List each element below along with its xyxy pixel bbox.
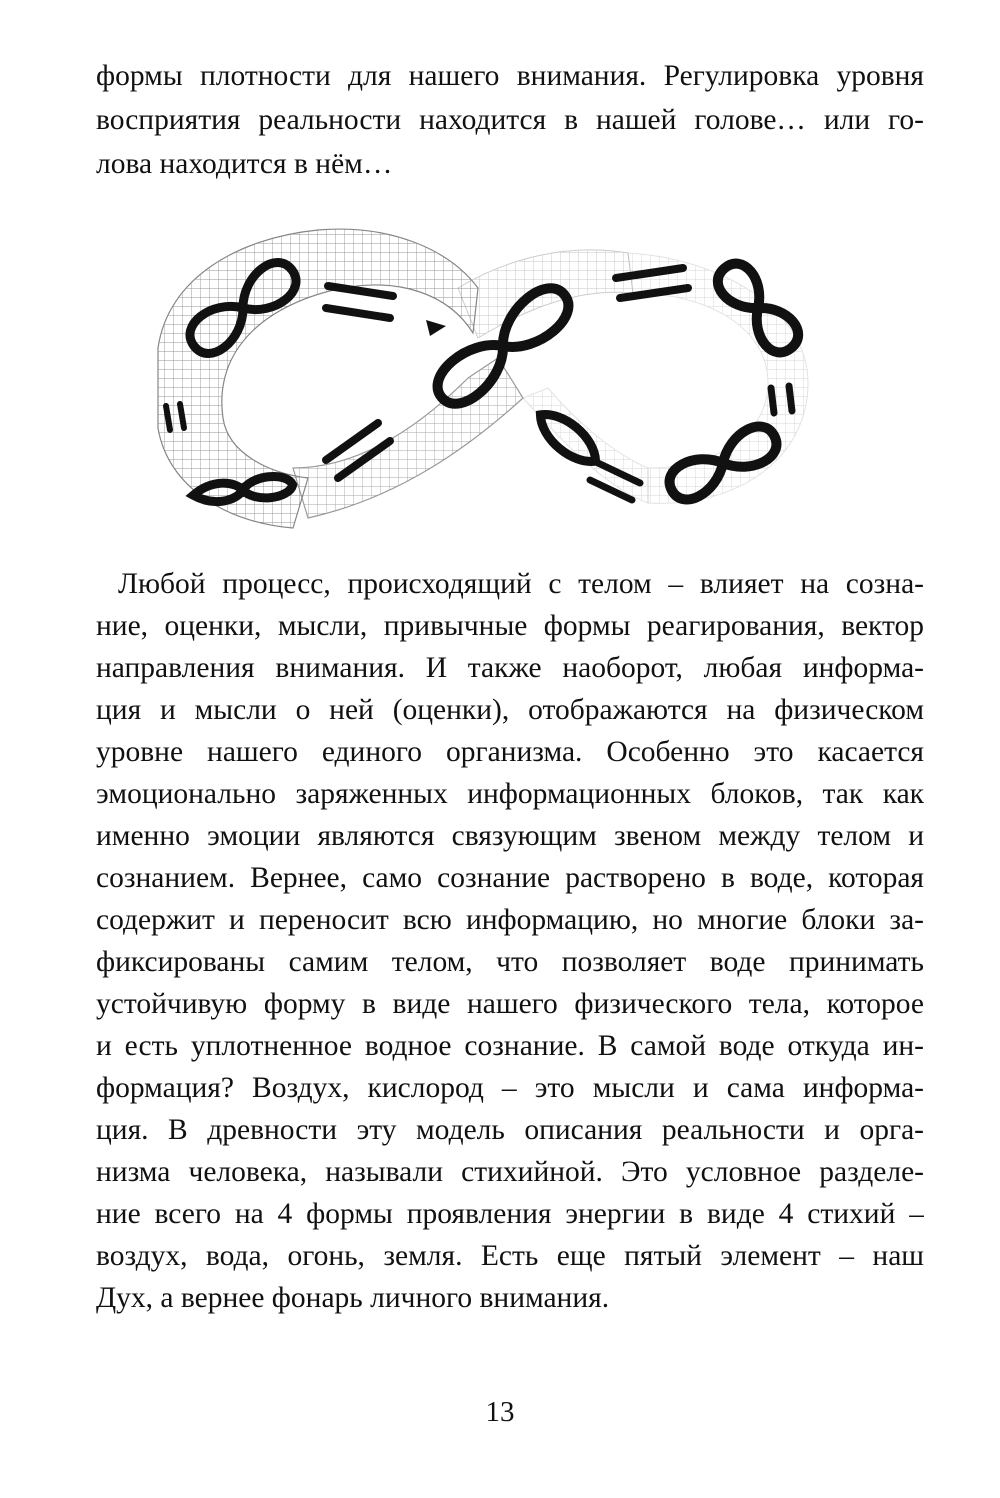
text-line: формация? Воздух, кислород – это мысли и сама информа- [96, 1072, 924, 1104]
text-line: фиксированы самим телом, что позволяет воде принимать [96, 946, 924, 978]
text-line: восприятия реальности находится в нашей голове… или го- [96, 104, 924, 136]
text-line: ние всего на 4 формы проявления энергии в виде 4 стихий – [96, 1198, 924, 1230]
page-number: 13 [485, 1396, 515, 1428]
text-line: и есть уплотненное водное сознание. В самой воде откуда ин- [96, 1030, 924, 1062]
text-line: ция. В древности эту модель описания реальности и орга- [96, 1114, 924, 1146]
text-line: формы плотности для нашего внимания. Регулировка уровня [96, 60, 924, 92]
text-line: именно эмоции являются связующим звеном между телом и [96, 820, 924, 852]
mobius-infinity-strip-icon [128, 198, 828, 550]
text-line: уровне нашего единого организма. Особенно это касается [96, 736, 924, 768]
text-line: ция и мысли о ней (оценки), отображаются на физическом [96, 694, 924, 726]
text-line: устойчивую форму в виде нашего физического тела, которое [96, 988, 924, 1020]
text-line: Любой процесс, происходящий с телом – влияет на созна- [118, 568, 924, 600]
text-line: эмоционально заряженных информационных блоков, так как [96, 778, 924, 810]
mobius-infinity-illustration [128, 198, 828, 550]
text-line: сознанием. Вернее, само сознание растворено в воде, которая [96, 862, 924, 894]
text-line: воздух, вода, огонь, земля. Есть еще пятый элемент – наш [96, 1240, 924, 1272]
text-line: низма человека, называли стихийной. Это условное разделе- [96, 1156, 924, 1188]
text-line: ние, оценки, мысли, привычные формы реагирования, вектор [96, 610, 924, 642]
text-line: содержит и переносит всю информацию, но многие блоки за- [96, 904, 924, 936]
text-line: Дух, а вернее фонарь личного внимания. [96, 1282, 610, 1314]
text-line: направления внимания. И также наоборот, любая информа- [96, 652, 924, 684]
text-line: лова находится в нём… [96, 148, 393, 180]
